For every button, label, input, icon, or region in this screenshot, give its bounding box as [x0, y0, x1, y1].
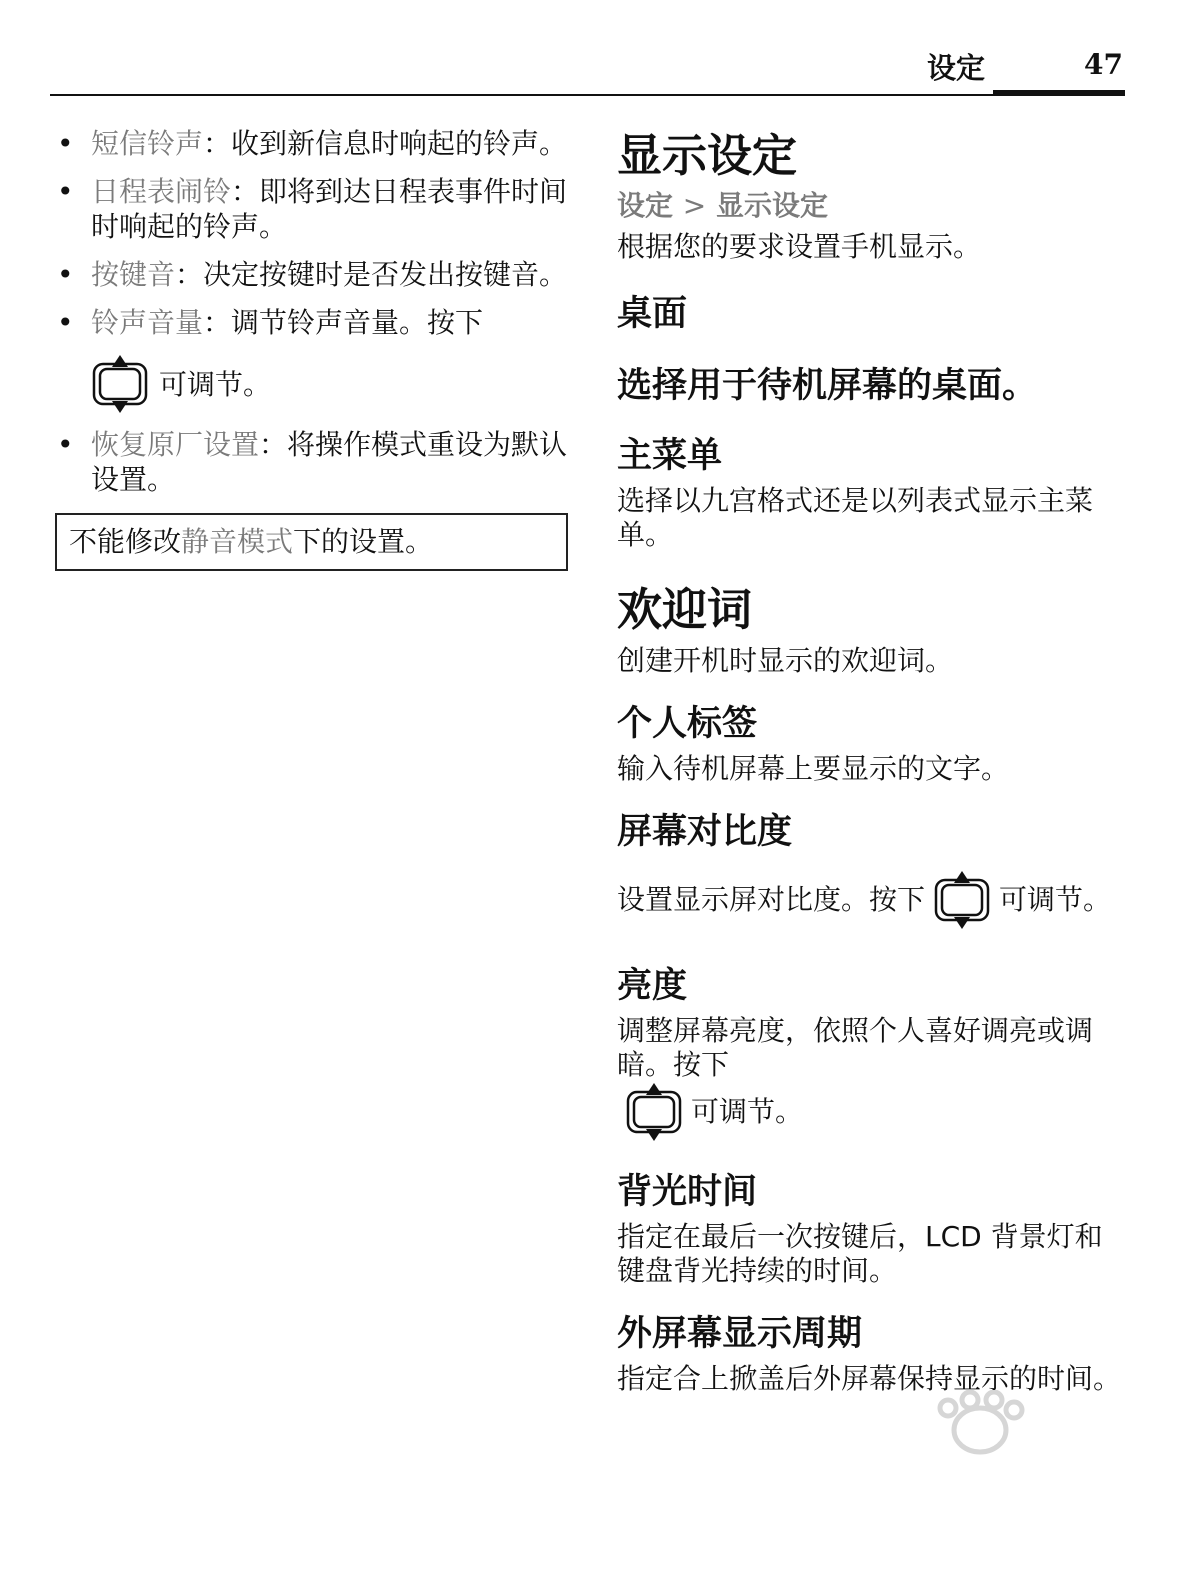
list-item [55, 174, 570, 244]
nav-key-icon [933, 870, 991, 930]
bullet-icon: • [57, 306, 74, 339]
item-text: ：将操作模式重设为默认设置。 [91, 428, 568, 496]
text-fragment: 设置显示屏对比度。按下 [617, 883, 926, 916]
breadcrumb-item: 设定 [617, 189, 674, 222]
section-text: 创建开机时显示的欢迎词。 [617, 644, 954, 677]
section-text: 选择以九宫格式还是以列表式显示主菜单。 [617, 484, 1094, 551]
bullet-icon: • [57, 127, 74, 160]
item-text: ：收到新信息时响起的铃声。 [203, 127, 568, 160]
text-fragment: 可调节。 [999, 883, 1112, 916]
item-text: ：调节铃声音量。按下 [203, 306, 484, 339]
note-text: 下的设置。 [293, 525, 434, 558]
watermark-logo [830, 1390, 1110, 1530]
right-column [617, 128, 1127, 1396]
key-line [91, 354, 570, 414]
section-text: 指定合上掀盖后外屏幕保持显示的时间。 [617, 1362, 1122, 1395]
section-heading: 个人标签 [617, 704, 758, 744]
note-term: 静音模式 [181, 525, 294, 558]
intro-text: 根据您的要求设置手机显示。 [617, 230, 982, 263]
section-title: 设定 [926, 51, 985, 85]
left-column [55, 126, 570, 571]
page-number: 47 [1084, 48, 1123, 81]
bullet-icon: • [57, 428, 74, 461]
item-text: ：决定按键时是否发出按键音。 [175, 258, 568, 291]
section-text [617, 870, 1127, 930]
item-text: ：即将到达日程表事件时间时响起的铃声。 [91, 175, 568, 243]
section-heading: 主菜单 [617, 436, 723, 476]
breadcrumb-item: 显示设定 [715, 189, 828, 222]
page-title: 显示设定 [617, 129, 798, 182]
list-item [55, 126, 570, 161]
list-item [55, 257, 570, 292]
section-heading: 欢迎词 [617, 583, 753, 636]
text-fragment: 可调节。 [691, 1095, 804, 1128]
section-text [617, 1014, 1127, 1142]
bullet-icon: • [57, 175, 74, 208]
section-heading: 亮度 [617, 966, 688, 1006]
term: 恢复原厂设置 [91, 428, 260, 461]
page-header [50, 40, 1125, 96]
section-text: 指定在最后一次按键后，LCD 背景灯和键盘背光持续的时间。 [617, 1220, 1103, 1287]
term: 日程表闹铃 [91, 175, 232, 208]
term: 铃声音量 [91, 306, 204, 339]
section-heading: 外屏幕显示周期 [617, 1314, 863, 1354]
nav-key-icon [625, 1082, 683, 1142]
header-tab-bar [993, 90, 1125, 96]
list-item [55, 305, 570, 414]
nav-key-icon [91, 354, 149, 414]
note-box [55, 513, 568, 571]
note-text: 不能修改 [69, 525, 182, 558]
list-item [55, 427, 570, 497]
section-heading: 选择用于待机屏幕的桌面。 [617, 366, 1038, 406]
term: 短信铃声 [91, 127, 204, 160]
section-text: 输入待机屏幕上要显示的文字。 [617, 752, 1010, 785]
item-text: 可调节。 [159, 367, 272, 401]
bullet-icon: • [57, 258, 74, 291]
section-heading: 屏幕对比度 [617, 812, 793, 852]
text-fragment: 调整屏幕亮度，依照个人喜好调亮或调暗。按下 [617, 1014, 1094, 1081]
breadcrumb [617, 188, 1127, 224]
section-heading: 桌面 [617, 294, 688, 334]
term: 按键音 [91, 258, 176, 291]
header-rule [50, 94, 1125, 96]
section-heading: 背光时间 [617, 1172, 758, 1212]
breadcrumb-separator: > [682, 189, 707, 222]
